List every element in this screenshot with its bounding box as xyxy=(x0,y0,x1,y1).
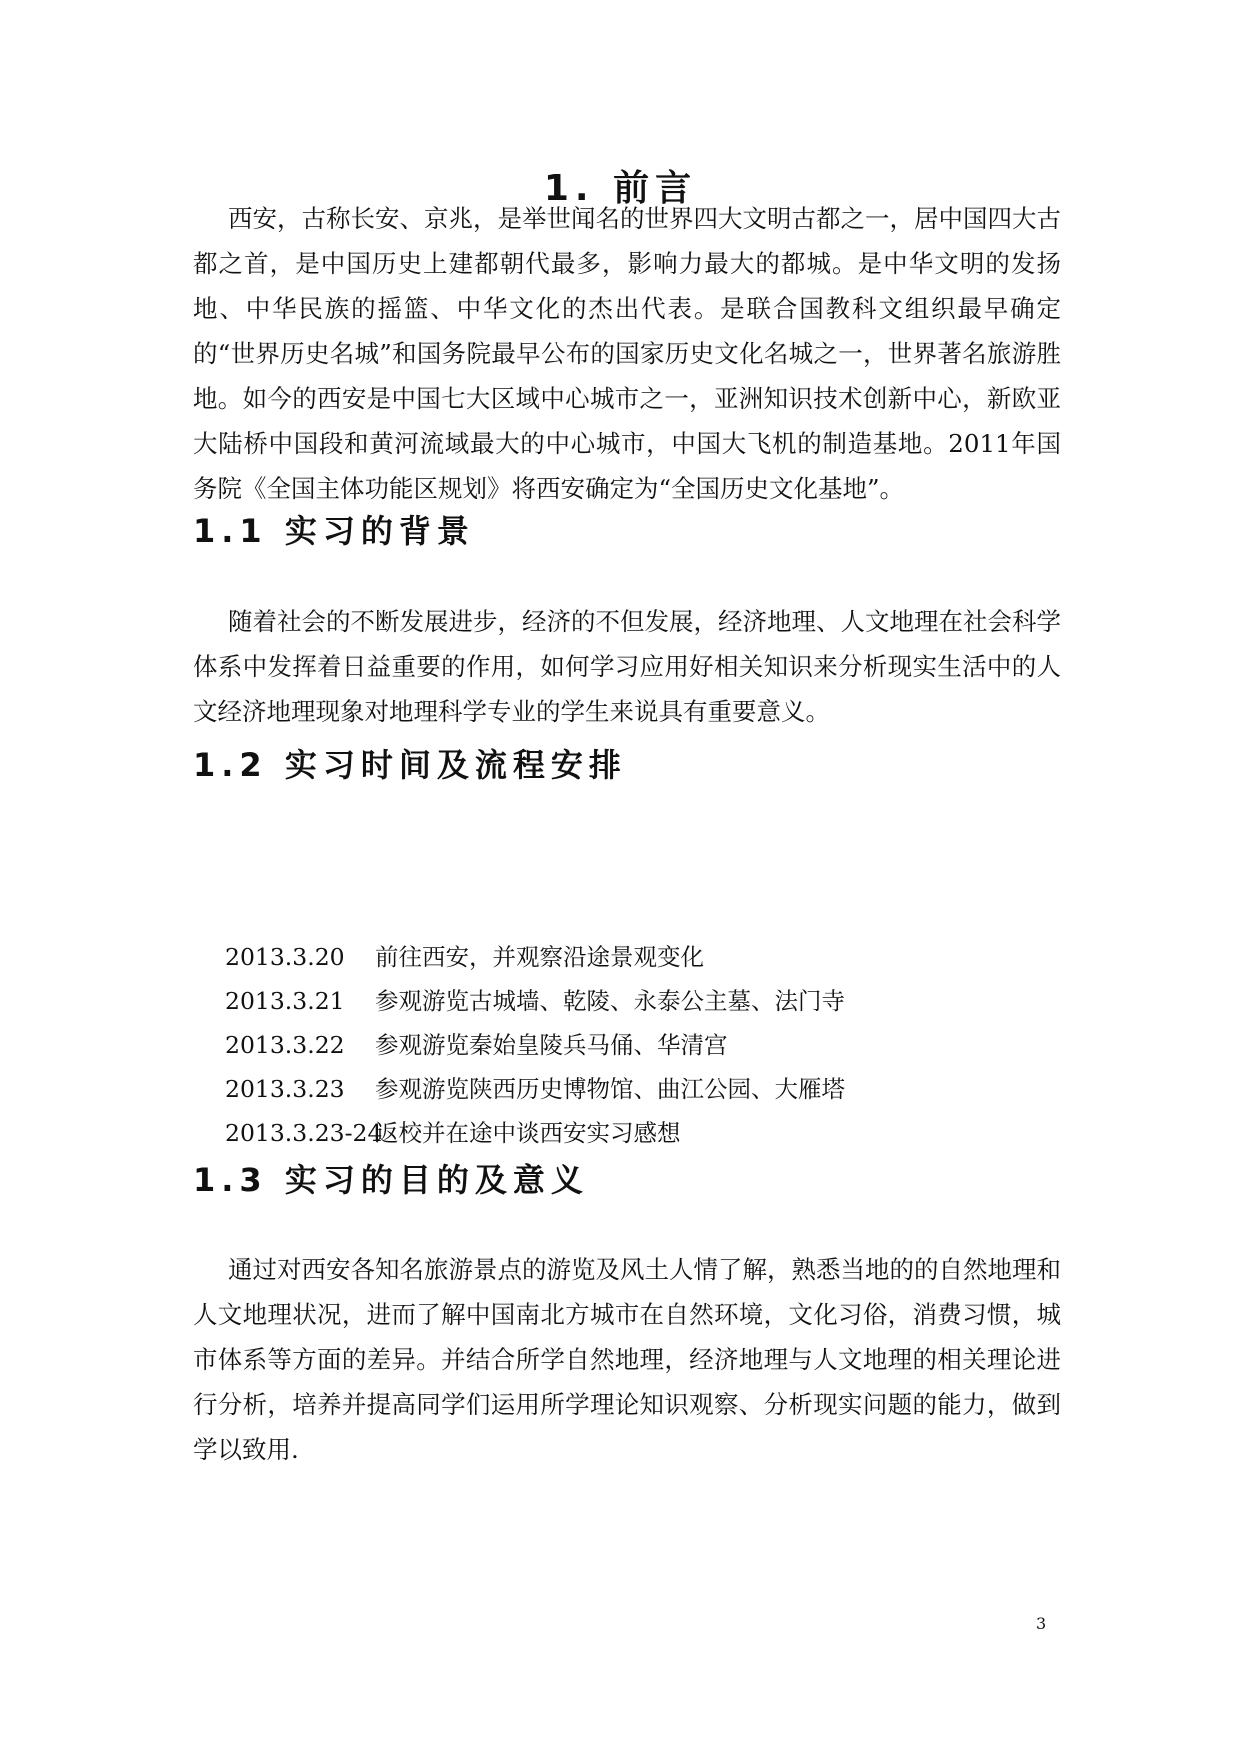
section-heading-schedule: 1.2 实习时间及流程安排 xyxy=(193,746,627,784)
schedule-activity: 参观游览陕西历史博物馆、曲江公园、大雁塔 xyxy=(375,1075,845,1103)
schedule-activity: 前往西安，并观察沿途景观变化 xyxy=(375,943,704,971)
schedule-activity: 返校并在途中谈西安实习感想 xyxy=(375,1119,681,1147)
schedule-activity: 参观游览古城墙、乾陵、永泰公主墓、法门寺 xyxy=(375,987,845,1015)
background-paragraph: 随着社会的不断发展进步，经济的不但发展，经济地理、人文地理在社会科学体系中发挥着日益重要的作用，如何学习应用好相关知识来分析现实生活中的人文经济地理现象对地理科学专业的学生来说具有重要意义。 xyxy=(193,607,1061,726)
schedule-item xyxy=(225,979,845,1023)
intro-paragraph: 西安，古称长安、京兆，是举世闻名的世界四大文明古都之一，居中国四大古都之首，是中国历史上建都朝代最多，影响力最大的都城。是中华文明的发扬地、中华民族的摇篮、中华文化的杰出代表。是联合国教科文组织最早确定的“世界历史名城”和国务院最早公布的国家历史文化名城之一，世界著名旅游胜地。如今的西安是中国七大区域中心城市之一，亚洲知识技术创新中心，新欧亚大陆桥中国段和黄河流域最大的中心城市，中国大飞机的制造基地。2011年国务院《全国主体功能区规划》将西安确定为“全国历史文化基地”。 xyxy=(193,204,1061,503)
page-title: 1. 前言 xyxy=(543,168,698,209)
section-heading-background: 1.1 实习的背景 xyxy=(193,512,475,550)
section-heading-purpose: 1.3 实习的目的及意义 xyxy=(193,1161,589,1199)
schedule-date: 2013.3.22 xyxy=(225,1031,345,1059)
schedule-date: 2013.3.23 xyxy=(225,1075,345,1103)
page-number: 3 xyxy=(1036,1614,1047,1633)
schedule-date: 2013.3.23-24 xyxy=(225,1119,383,1147)
schedule-item xyxy=(225,935,845,979)
schedule-item xyxy=(225,1111,845,1155)
schedule-list xyxy=(225,935,845,1155)
schedule-item xyxy=(225,1067,845,1111)
purpose-paragraph: 通过对西安各知名旅游景点的游览及风土人情了解，熟悉当地的的自然地理和人文地理状况，进而了解中国南北方城市在自然环境，文化习俗，消费习惯，城市体系等方面的差异。并结合所学自然地理，经济地理与人文地理的相关理论进行分析，培养并提高同学们运用所学理论知识观察、分析现实问题的能力，做到学以致用. xyxy=(193,1255,1061,1464)
schedule-date: 2013.3.20 xyxy=(225,943,345,971)
schedule-date: 2013.3.21 xyxy=(225,987,345,1015)
schedule-item xyxy=(225,1023,845,1067)
schedule-activity: 参观游览秦始皇陵兵马俑、华清宫 xyxy=(375,1031,728,1059)
